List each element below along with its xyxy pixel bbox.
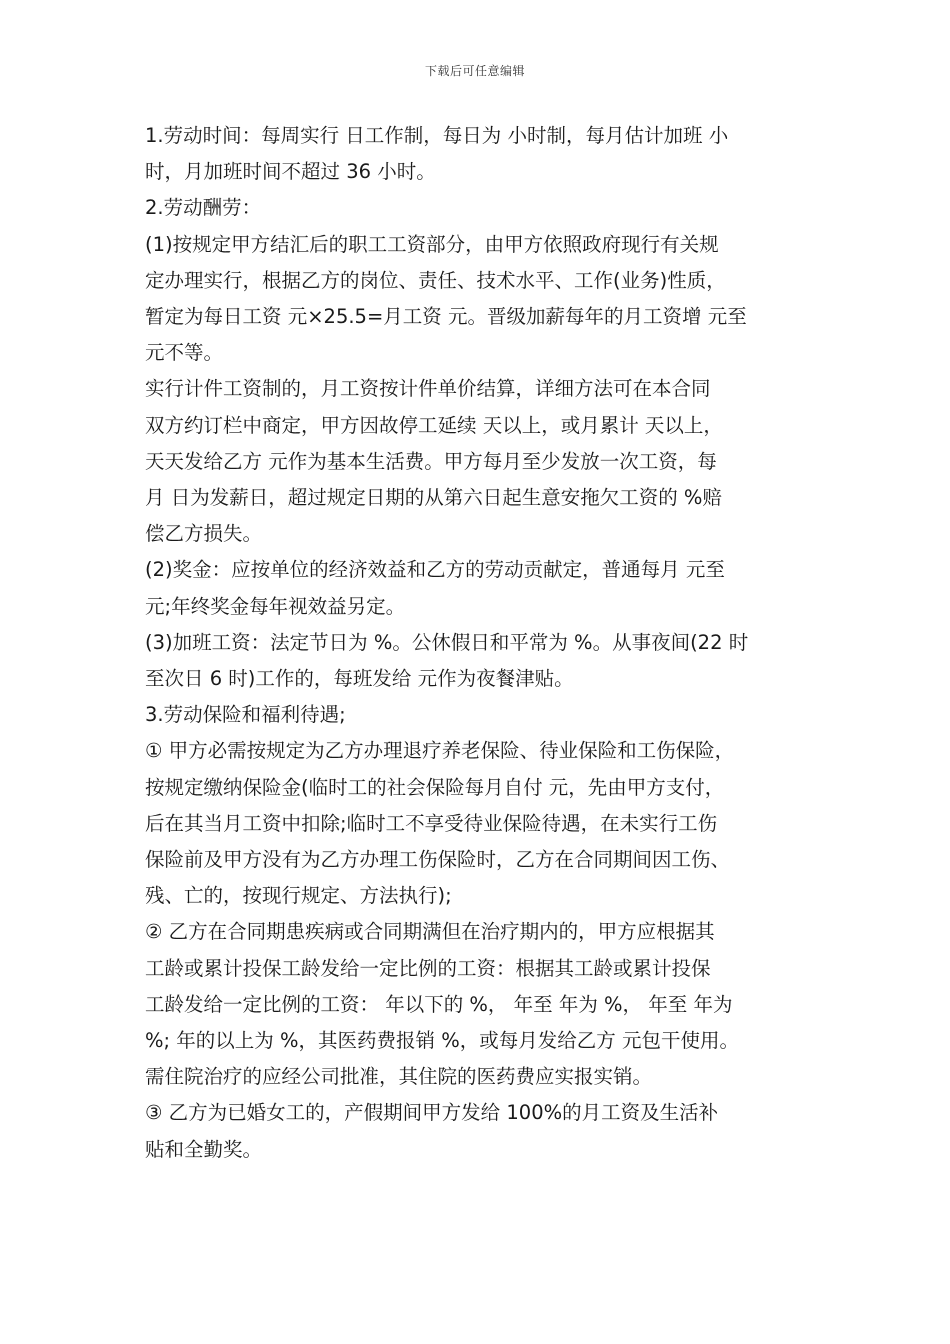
body-line: 偿乙方损失。	[145, 522, 263, 546]
body-line: 双方约订栏中商定，甲方因故停工延续 天以上，或月累计 天以上，	[145, 413, 723, 437]
body-line: (1)按规定甲方结汇后的职工工资部分，由甲方依照政府现行有关规	[145, 232, 719, 256]
body-line: 残、亡的，按现行规定、方法执行);	[145, 884, 452, 908]
body-line: ③ 乙方为已婚女工的，产假期间甲方发给 100%的月工资及生活补	[145, 1101, 719, 1125]
body-line: 贴和全勤奖。	[145, 1137, 263, 1161]
body-line: %; 年的以上为 %，其医药费报销 %，或每月发给乙方 元包干使用。	[145, 1029, 739, 1053]
document-body	[145, 118, 815, 1168]
body-line: 2.劳动酬劳：	[145, 196, 262, 220]
body-line: 1.劳动时间：每周实行 日工作制，每日为 小时制，每月估计加班 小	[145, 124, 729, 147]
body-line: 工龄发给一定比例的工资： 年以下的 %， 年至 年为 %， 年至 年为	[145, 992, 733, 1016]
body-line: 工龄或累计投保工龄发给一定比例的工资：根据其工龄或累计投保	[145, 956, 711, 980]
body-line: 元不等。	[145, 341, 224, 365]
body-line: (3)加班工资：法定节日为 %。公休假日和平常为 %。从事夜间(22 时	[145, 630, 749, 654]
body-line: 保险前及甲方没有为乙方办理工伤保险时，乙方在合同期间因工伤、	[145, 848, 731, 872]
body-line: 暂定为每日工资 元×25.5=月工资 元。晋级加薪每年的月工资增 元至	[145, 305, 747, 329]
body-line: 实行计件工资制的，月工资按计件单价结算，详细方法可在本合同	[145, 377, 711, 401]
body-line: 月 日为发薪日，超过规定日期的从第六日起生意安拖欠工资的 %赔	[145, 486, 722, 510]
body-line: ② 乙方在合同期患疾病或合同期满但在治疗期内的，甲方应根据其	[145, 920, 715, 944]
body-line: 按规定缴纳保险金(临时工的社会保险每月自付 元，先由甲方支付，	[145, 775, 725, 799]
body-line: 天天发给乙方 元作为基本生活费。甲方每月至少发放一次工资，每	[145, 449, 717, 473]
page-header: 下载后可任意编辑	[424, 64, 525, 78]
body-line: 时，月加班时间不超过 36 小时。	[145, 160, 436, 184]
body-line: ① 甲方必需按规定为乙方办理退疗养老保险、待业保险和工伤保险，	[145, 739, 735, 763]
body-line: 需住院治疗的应经公司批准，其住院的医药费应实报实销。	[145, 1065, 653, 1089]
body-line: 至次日 6 时)工作的，每班发给 元作为夜餐津贴。	[145, 667, 574, 691]
body-line: 3.劳动保险和福利待遇;	[145, 703, 346, 727]
body-line: 定办理实行，根据乙方的岗位、责任、技术水平、工作(业务)性质，	[145, 268, 726, 292]
body-line: 元;年终奖金每年视效益另定。	[145, 594, 406, 618]
body-line: 后在其当月工资中扣除;临时工不享受待业保险待遇，在未实行工伤	[145, 811, 718, 835]
body-line: (2)奖金：应按单位的经济效益和乙方的劳动贡献定，普通每月 元至	[145, 558, 725, 582]
